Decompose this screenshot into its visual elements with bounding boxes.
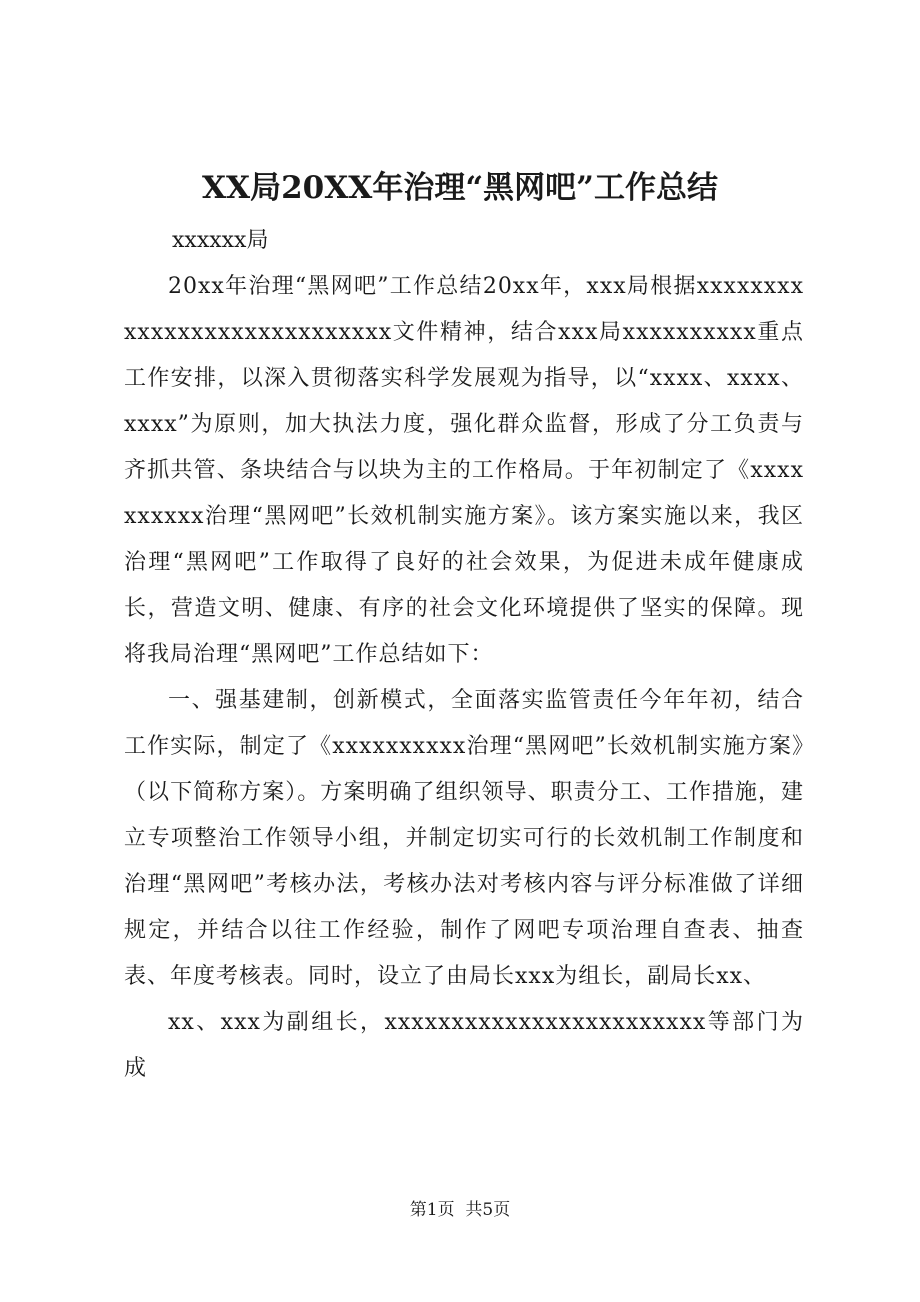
document-author: xxxxxx局 bbox=[172, 228, 269, 253]
paragraph-section-one: 一、强基建制，创新模式，全面落实监管责任今年年初，结合工作实际，制定了《xxxxxxxxxx治理“黑网吧”长效机制实施方案》（以下简称方案）。方案明确了组织领导、职责分工、工作措施，建立专项整治工作领导小组，并制定切实可行的长效机制工作制度和治理“黑网吧”考核办法，考核办法对考核内容与评分标准做了详细规定，并结合以往工作经验，制作了网吧专项治理自查表、抽查表、年度考核表。同时，设立了由局长xxx为组长，副局长xx、 bbox=[124, 688, 804, 989]
paragraph-continuation: xx、xxx为副组长，xxxxxxxxxxxxxxxxxxxxxxxx等部门为成 bbox=[124, 1010, 804, 1081]
document-body bbox=[124, 264, 804, 1092]
document-title: XX局20XX年治理“黑网吧”工作总结 bbox=[201, 170, 718, 206]
page-footer: 第1页 共5页 bbox=[409, 1200, 511, 1220]
paragraph-intro: 20xx年治理“黑网吧”工作总结20xx年，xxx局根据xxxxxxxxxxxxxxxxxxxxxxxxxxxx文件精神，结合xxx局xxxxxxxxxx重点工作安排，以深入贯彻落实科学发展观为指导，以“xxxx、xxxx、xxxx”为原则，加大执法力度，强化群众监督，形成了分工负责与齐抓共管、条块结合与以块为主的工作格局。于年初制定了《xxxxxxxxxx治理“黑网吧”长效机制实施方案》。该方案实施以来，我区治理“黑网吧”工作取得了良好的社会效果，为促进未成年健康成长，营造文明、健康、有序的社会文化环境提供了坚实的保障。现将我局治理“黑网吧”工作总结如下： bbox=[124, 274, 804, 667]
